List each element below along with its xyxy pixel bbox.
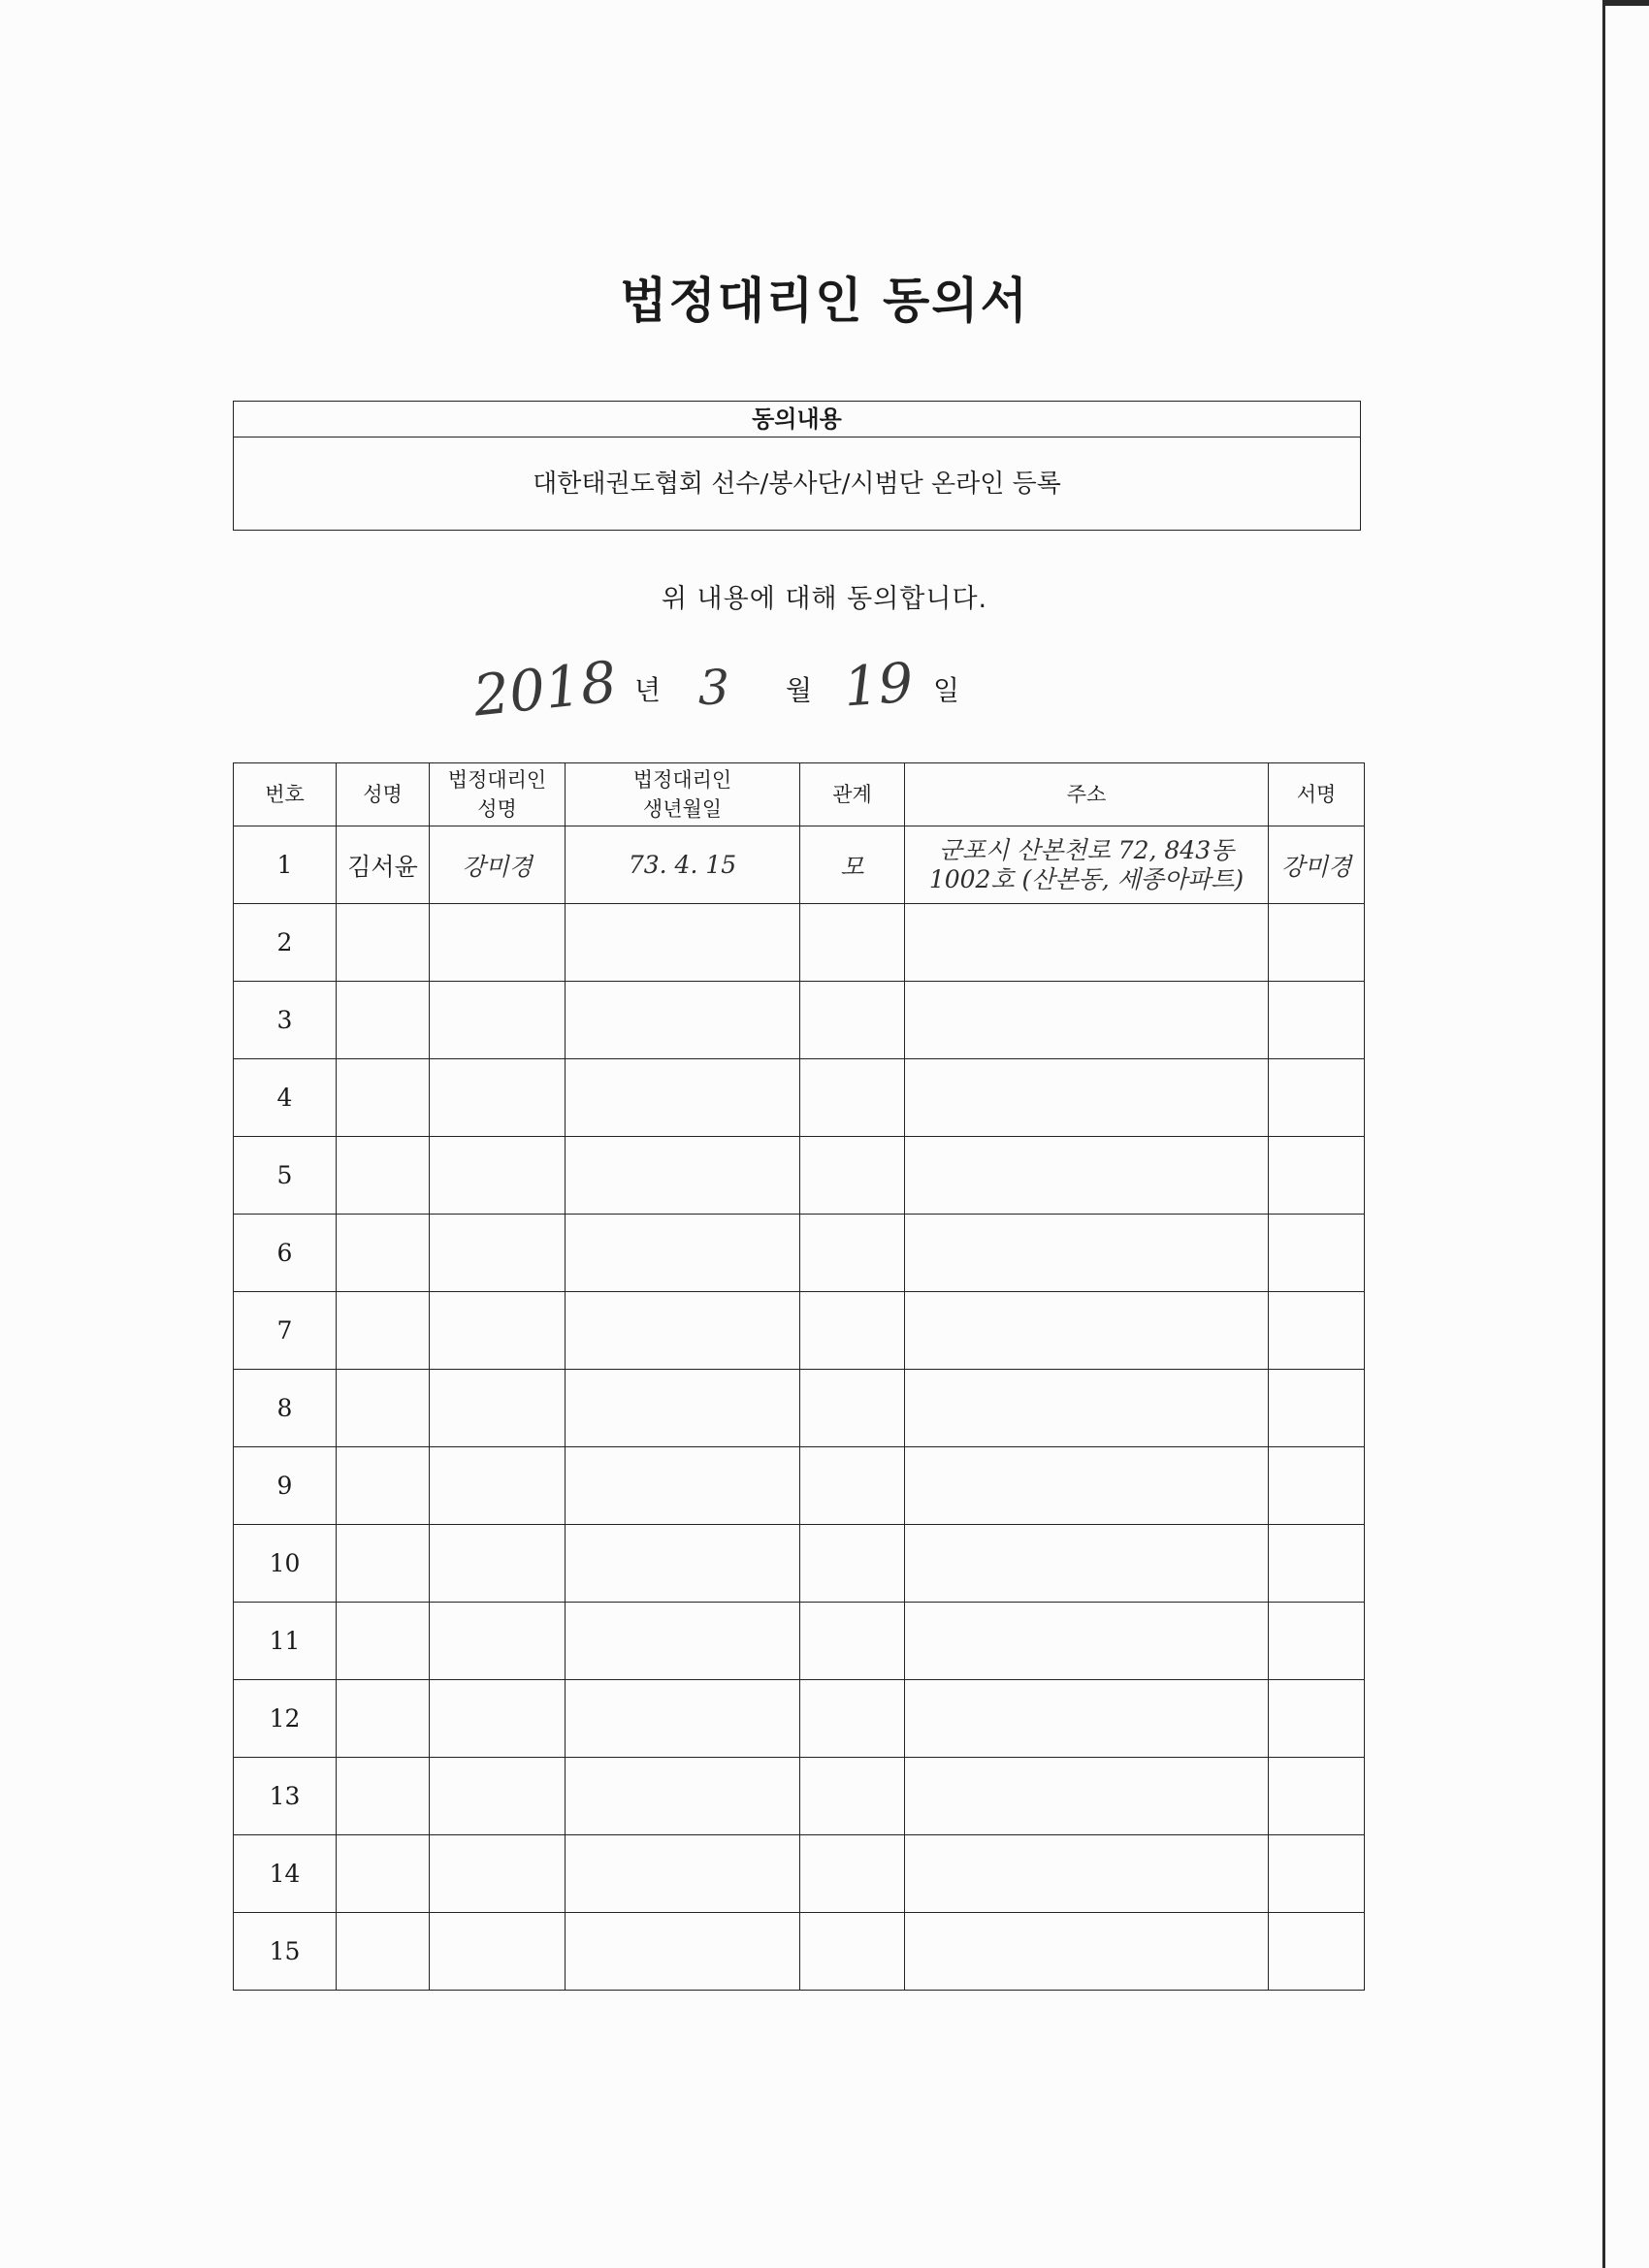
row-number-cell: 1 [234,826,337,904]
guardian-name-cell [430,1059,566,1137]
guardian-name-cell [430,1603,566,1680]
guardian-birthdate-cell [566,904,800,982]
guardian-name-cell [430,1835,566,1913]
guardian-name-cell [430,904,566,982]
guardian-birthdate-cell [566,1835,800,1913]
page-title: 법정대리인 동의서 [620,272,1029,329]
student-name-cell [337,1758,430,1835]
student-name-cell [337,1137,430,1215]
signature-cell [1269,1137,1365,1215]
address-cell [905,1059,1269,1137]
address-cell [905,982,1269,1059]
address-cell: 군포시 산본천로 72, 843동 1002호 (산본동, 세종아파트) [905,826,1269,904]
guardian-birthdate-cell [566,1913,800,1991]
relation-cell: 모 [800,826,905,904]
student-name-cell [337,1370,430,1447]
date-month-unit: 월 [786,674,813,706]
table-row [234,1447,1365,1525]
table-row [234,1059,1365,1137]
header-address: 주소 [905,763,1269,826]
relation-cell [800,1680,905,1758]
address-cell [905,904,1269,982]
guardian-birthdate-cell [566,1215,800,1292]
guardian-birthdate-cell [566,1525,800,1603]
guardian-name-cell [430,1370,566,1447]
signature-cell [1269,1913,1365,1991]
guardian-birthdate-cell [566,1680,800,1758]
address-cell [905,1292,1269,1370]
guardian-birthdate-cell [566,1447,800,1525]
address-cell [905,1137,1269,1215]
table-row [234,904,1365,982]
address-cell [905,1215,1269,1292]
table-row [234,982,1365,1059]
table-row [234,826,1365,904]
row-number-cell: 13 [234,1758,337,1835]
relation-cell [800,1137,905,1215]
guardian-name-cell [430,1215,566,1292]
signature-cell: 강미경 [1269,826,1365,904]
row-number-cell: 9 [234,1447,337,1525]
header-name: 성명 [337,763,430,826]
student-name-cell [337,1447,430,1525]
consent-box [233,401,1361,531]
signature-cell [1269,982,1365,1059]
guardian-birthdate-cell [566,1603,800,1680]
header-no: 번호 [234,763,337,826]
date-year: 2018 [469,648,620,729]
table-row [234,1835,1365,1913]
row-number-cell: 4 [234,1059,337,1137]
relation-cell [800,904,905,982]
relation-cell [800,982,905,1059]
row-number-cell: 11 [234,1603,337,1680]
row-number-cell: 14 [234,1835,337,1913]
date-day-unit: 일 [933,674,960,706]
student-name-cell [337,1215,430,1292]
table-row [234,1370,1365,1447]
signature-cell [1269,1215,1365,1292]
address-cell [905,1835,1269,1913]
guardian-birthdate-cell: 73. 4. 15 [566,826,800,904]
address-cell [905,1603,1269,1680]
student-name-cell [337,1835,430,1913]
date-row [0,650,1649,737]
relation-cell [800,1370,905,1447]
student-name-cell: 김서윤 [337,826,430,904]
row-number-cell: 6 [234,1215,337,1292]
table-row [234,1758,1365,1835]
table-row [234,1292,1365,1370]
date-year-unit: 년 [634,674,662,706]
guardian-birthdate-cell [566,982,800,1059]
relation-cell [800,1447,905,1525]
header-guardian-birth: 법정대리인 생년월일 [566,763,800,826]
signature-cell [1269,1680,1365,1758]
table-row [234,1525,1365,1603]
guardian-name-cell [430,1758,566,1835]
consent-body: 대한태권도협회 선수/봉사단/시범단 온라인 등록 [533,470,1061,499]
header-guardian-name: 법정대리인 성명 [430,763,566,826]
signature-cell [1269,1292,1365,1370]
student-name-cell [337,904,430,982]
scan-edge-corner [1602,0,1649,6]
header-relation: 관계 [800,763,905,826]
address-cell [905,1758,1269,1835]
student-name-cell [337,1680,430,1758]
relation-cell [800,1215,905,1292]
address-cell [905,1447,1269,1525]
relation-cell [800,1292,905,1370]
guardian-birthdate-cell [566,1758,800,1835]
student-name-cell [337,982,430,1059]
student-name-cell [337,1525,430,1603]
header-signature: 서명 [1269,763,1365,826]
date-month: 3 [698,660,729,716]
table-row [234,1680,1365,1758]
table-header-row [234,763,1365,826]
row-number-cell: 12 [234,1680,337,1758]
relation-cell [800,1525,905,1603]
relation-cell [800,1835,905,1913]
guardian-birthdate-cell [566,1370,800,1447]
guardian-name-cell [430,1525,566,1603]
signature-cell [1269,1370,1365,1447]
guardian-table [233,762,1365,1991]
student-name-cell [337,1913,430,1991]
signature-cell [1269,1603,1365,1680]
guardian-name-cell [430,1680,566,1758]
table-row [234,1137,1365,1215]
guardian-name-cell: 강미경 [430,826,566,904]
signature-cell [1269,1525,1365,1603]
student-name-cell [337,1603,430,1680]
row-number-cell: 7 [234,1292,337,1370]
row-number-cell: 3 [234,982,337,1059]
guardian-name-cell [430,982,566,1059]
row-number-cell: 5 [234,1137,337,1215]
relation-cell [800,1758,905,1835]
address-cell [905,1525,1269,1603]
table-body [234,826,1365,1991]
address-cell [905,1913,1269,1991]
guardian-birthdate-cell [566,1059,800,1137]
row-number-cell: 15 [234,1913,337,1991]
row-number-cell: 8 [234,1370,337,1447]
signature-cell [1269,1059,1365,1137]
student-name-cell [337,1292,430,1370]
signature-cell [1269,1447,1365,1525]
signature-cell [1269,1835,1365,1913]
date-day: 19 [841,651,916,720]
guardian-name-cell [430,1447,566,1525]
address-cell [905,1370,1269,1447]
scan-edge-line [1602,0,1605,2268]
table-row [234,1215,1365,1292]
guardian-birthdate-cell [566,1292,800,1370]
guardian-name-cell [430,1913,566,1991]
row-number-cell: 10 [234,1525,337,1603]
address-cell [905,1680,1269,1758]
relation-cell [800,1059,905,1137]
signature-cell [1269,1758,1365,1835]
guardian-birthdate-cell [566,1137,800,1215]
agreement-text: 위 내용에 대해 동의합니다. [661,584,988,614]
consent-header: 동의내용 [234,402,1360,437]
relation-cell [800,1913,905,1991]
guardian-name-cell [430,1292,566,1370]
student-name-cell [337,1059,430,1137]
table-row [234,1603,1365,1680]
guardian-name-cell [430,1137,566,1215]
relation-cell [800,1603,905,1680]
table-row [234,1913,1365,1991]
signature-cell [1269,904,1365,982]
row-number-cell: 2 [234,904,337,982]
